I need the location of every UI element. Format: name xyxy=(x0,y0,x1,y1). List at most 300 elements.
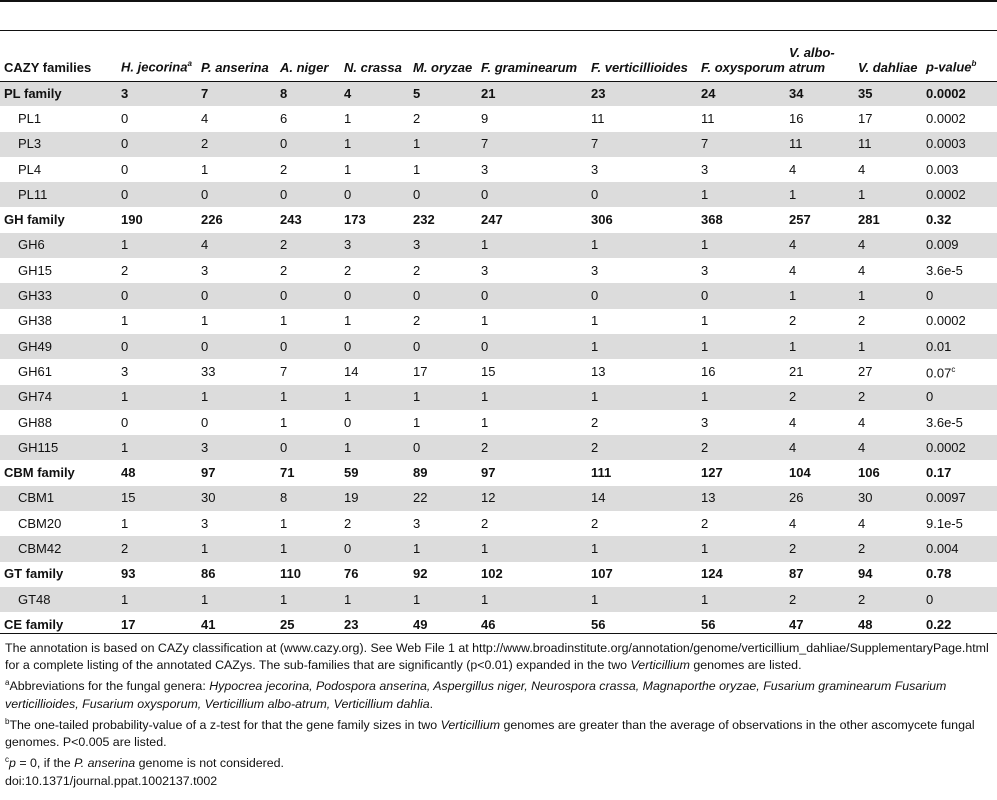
table-cell: 0.0002 xyxy=(926,110,966,126)
table-cell: 30 xyxy=(858,490,873,506)
table-cell: 34 xyxy=(789,85,804,101)
table-cell: 127 xyxy=(701,465,723,481)
table-cell: 0.78 xyxy=(926,566,952,582)
row-label: GH74 xyxy=(18,389,52,405)
table-cell: 2 xyxy=(858,540,866,556)
table-cell: 94 xyxy=(858,566,873,582)
table-cell: 1 xyxy=(591,540,599,556)
table-cell: 2 xyxy=(201,136,209,152)
subfamily-row xyxy=(0,536,997,561)
table-cell: 1 xyxy=(481,237,489,253)
table-cell: 3.6e-5 xyxy=(926,262,963,278)
row-label: GH33 xyxy=(18,288,52,304)
table-cell: 1 xyxy=(481,591,489,607)
table-cell: 59 xyxy=(344,465,359,481)
table-cell: 1 xyxy=(344,591,352,607)
column-header: V. albo-atrum xyxy=(789,44,835,75)
table-cell: 306 xyxy=(591,212,613,228)
table-cell: 1 xyxy=(413,591,421,607)
table-cell: 1 xyxy=(201,591,209,607)
table-cell: 4 xyxy=(789,237,797,253)
table-cell: 17 xyxy=(121,616,136,632)
subfamily-row xyxy=(0,132,997,157)
table-cell: 2 xyxy=(591,414,599,430)
table-cell: 0 xyxy=(280,338,288,354)
table-cell: 1 xyxy=(201,313,209,329)
row-label: PL4 xyxy=(18,161,42,177)
table-cell: 3 xyxy=(201,262,209,278)
table-cell: 243 xyxy=(280,212,302,228)
table-cell: 1 xyxy=(591,338,599,354)
table-cell: 0 xyxy=(121,136,129,152)
table-cell: 3 xyxy=(121,363,129,379)
table-cell: 11 xyxy=(591,110,605,126)
column-header: F. oxysporum xyxy=(701,59,785,75)
table-cell: 0 xyxy=(344,414,352,430)
subfamily-row xyxy=(0,385,997,410)
table-cell: 93 xyxy=(121,566,136,582)
table-cell: 1 xyxy=(121,389,129,405)
footnote-c: $^c$p = 0, if the P. anserina genome is not considered. xyxy=(5,755,284,771)
table-cell: 1 xyxy=(858,288,866,304)
table-bottom-rule xyxy=(0,633,997,634)
table-cell: 56 xyxy=(591,616,606,632)
table-cell: 24 xyxy=(701,85,716,101)
table-cell: 0 xyxy=(121,186,129,202)
subfamily-row xyxy=(0,309,997,334)
table-cell: 3 xyxy=(201,515,209,531)
table-cell: 0 xyxy=(591,288,599,304)
table-cell: 0 xyxy=(201,288,209,304)
table-cell: 2 xyxy=(701,439,709,455)
table-cell: 1 xyxy=(201,389,209,405)
row-label: CE family xyxy=(4,616,64,632)
table-cell: 2 xyxy=(789,540,797,556)
table-cell: 3 xyxy=(413,515,421,531)
table-cell: 4 xyxy=(201,110,209,126)
subfamily-row xyxy=(0,410,997,435)
table-cell: 1 xyxy=(121,439,129,455)
table-cell: 1 xyxy=(591,237,599,253)
table-cell: 23 xyxy=(591,85,606,101)
subfamily-row xyxy=(0,334,997,359)
table-cell: 0 xyxy=(926,389,934,405)
table-cell: 92 xyxy=(413,566,428,582)
table-cell: 1 xyxy=(280,389,288,405)
row-label: PL11 xyxy=(18,186,48,202)
table-cell: 0 xyxy=(926,288,934,304)
table-cell: 2 xyxy=(121,262,129,278)
table-cell: 21 xyxy=(481,85,496,101)
table-cell: 0 xyxy=(280,439,288,455)
table-cell: 2 xyxy=(858,591,866,607)
table-cell: 19 xyxy=(344,490,359,506)
table-cell: 1 xyxy=(481,313,489,329)
row-label: GH49 xyxy=(18,338,52,354)
table-cell: 14 xyxy=(591,490,606,506)
table-cell: 1 xyxy=(413,540,421,556)
table-cell: 2 xyxy=(789,389,797,405)
table-cell: 11 xyxy=(701,110,715,126)
column-header: P. anserina xyxy=(201,59,269,75)
table-cell: 3 xyxy=(591,262,599,278)
table-cell: 4 xyxy=(789,414,797,430)
table-cell: 0 xyxy=(413,186,421,202)
table-cell: 1 xyxy=(344,389,352,405)
table-cell: 0 xyxy=(926,591,934,607)
table-cell: 3 xyxy=(481,161,489,177)
table-cell: 22 xyxy=(413,490,428,506)
table-cell: 0 xyxy=(201,414,209,430)
row-label: GH61 xyxy=(18,363,52,379)
table-cell: 0 xyxy=(121,110,129,126)
row-label: GH88 xyxy=(18,414,52,430)
table-cell: 49 xyxy=(413,616,428,632)
table-cell: 1 xyxy=(789,338,797,354)
table-cell: 2 xyxy=(481,439,489,455)
column-header: N. crassa xyxy=(344,59,402,75)
table-cell: 1 xyxy=(481,414,489,430)
table-cell: 111 xyxy=(591,465,612,481)
column-header: p-value$^b$ xyxy=(926,59,977,75)
table-cell: 1 xyxy=(280,591,288,607)
table-cell: 17 xyxy=(413,363,428,379)
table-cell: 35 xyxy=(858,85,873,101)
table-cell: 257 xyxy=(789,212,811,228)
table-cell: 3 xyxy=(344,237,352,253)
table-cell: 4 xyxy=(858,161,866,177)
table-cell: 0.0002 xyxy=(926,186,966,202)
table-cell: 2 xyxy=(344,262,352,278)
table-cell: 1 xyxy=(280,414,288,430)
column-header: V. dahliae xyxy=(858,59,918,75)
table-cell: 2 xyxy=(591,439,599,455)
table-cell: 3 xyxy=(701,414,709,430)
top-rule xyxy=(0,0,997,2)
table-cell: 1 xyxy=(591,389,599,405)
table-cell: 26 xyxy=(789,490,804,506)
table-cell: 71 xyxy=(280,465,295,481)
table-cell: 1 xyxy=(701,237,709,253)
subfamily-row xyxy=(0,511,997,536)
row-label: CBM family xyxy=(4,465,75,481)
table-cell: 2 xyxy=(481,515,489,531)
table-cell: 0 xyxy=(201,186,209,202)
table-cell: 1 xyxy=(789,186,797,202)
table-header-row xyxy=(0,31,997,81)
table-cell: 1 xyxy=(280,313,288,329)
subfamily-row xyxy=(0,233,997,258)
table-cell: 0 xyxy=(591,186,599,202)
subfamily-row xyxy=(0,182,997,207)
table-cell: 4 xyxy=(789,439,797,455)
table-cell: 124 xyxy=(701,566,723,582)
table-cell: 15 xyxy=(481,363,496,379)
column-header: H. jecorina$^a$ xyxy=(121,59,192,75)
table-cell: 1 xyxy=(701,389,709,405)
table-cell: 2 xyxy=(789,591,797,607)
table-cell: 1 xyxy=(344,110,352,126)
table-cell: 107 xyxy=(591,566,613,582)
table-cell: 0 xyxy=(344,540,352,556)
table-cell: 110 xyxy=(280,566,301,582)
table-cell: 1 xyxy=(701,186,709,202)
table-cell: 16 xyxy=(789,110,804,126)
table-cell: 0 xyxy=(701,288,709,304)
row-label: GH38 xyxy=(18,313,52,329)
table-cell: 6 xyxy=(280,110,288,126)
table-cell: 0 xyxy=(121,161,129,177)
subfamily-row xyxy=(0,283,997,308)
table-cell: 4 xyxy=(858,414,866,430)
subfamily-row xyxy=(0,258,997,283)
footnote-general: The annotation is based on CAZy classification at (www.cazy.org). See Web File 1 at http://www.broadinstitute.org/annotation/genome/verticillium_dahliae/SupplementaryPage.html for a complete listing of the annotated CAZys. The sub-families that are significantly (p<0.01) expanded in the two Verticillium genomes are listed. xyxy=(5,641,989,673)
table-cell: 30 xyxy=(201,490,216,506)
table-cell: 48 xyxy=(858,616,873,632)
table-cell: 1 xyxy=(413,389,421,405)
table-cell: 4 xyxy=(858,439,866,455)
table-cell: 0.009 xyxy=(926,237,959,253)
table-cell: 0 xyxy=(413,439,421,455)
table-cell: 56 xyxy=(701,616,716,632)
table-cell: 41 xyxy=(201,616,216,632)
table-cell: 2 xyxy=(858,313,866,329)
table-cell: 0.003 xyxy=(926,161,959,177)
table-cell: 0.01 xyxy=(926,338,952,354)
table-cell: 1 xyxy=(701,338,709,354)
table-cell: 11 xyxy=(858,136,872,152)
table-cell: 3 xyxy=(701,161,709,177)
row-label: GT48 xyxy=(18,591,51,607)
table-cell: 0 xyxy=(344,186,352,202)
table-cell: 106 xyxy=(858,465,880,481)
table-cell: 7 xyxy=(481,136,489,152)
table-cell: 2 xyxy=(413,313,421,329)
subfamily-row xyxy=(0,106,997,131)
subfamily-row xyxy=(0,359,997,384)
table-cell: 97 xyxy=(201,465,216,481)
table-cell: 13 xyxy=(591,363,606,379)
footnote-b: $^b$The one-tailed probability-value of a z-test for that the gene family sizes in two Verticillium genomes are greater than the average of observations in the other ascomycete fungal genomes. P<0.005 are listed. xyxy=(5,716,975,750)
table-cell: 1 xyxy=(481,540,489,556)
row-label: PL1 xyxy=(18,110,42,126)
table-cell: 3 xyxy=(413,237,421,253)
table-cell: 1 xyxy=(280,515,288,531)
table-cell: 21 xyxy=(789,363,804,379)
column-header: CAZY families xyxy=(4,59,92,75)
table-cell: 7 xyxy=(591,136,599,152)
table-cell: 16 xyxy=(701,363,716,379)
family-row xyxy=(0,460,997,485)
subfamily-row xyxy=(0,435,997,460)
table-cell: 1 xyxy=(858,338,866,354)
table-cell: 15 xyxy=(121,490,136,506)
table-cell: 89 xyxy=(413,465,428,481)
row-label: GH family xyxy=(4,212,65,228)
table-cell: 2 xyxy=(413,110,421,126)
table-cell: 1 xyxy=(121,515,129,531)
table-cell: 4 xyxy=(201,237,209,253)
table-cell: 1 xyxy=(481,389,489,405)
table-cell: 1 xyxy=(701,313,709,329)
table-cell: 102 xyxy=(481,566,503,582)
table-cell: 1 xyxy=(201,161,209,177)
table-cell: 226 xyxy=(201,212,223,228)
column-header: A. niger xyxy=(280,59,329,75)
row-label: GH15 xyxy=(18,262,52,278)
table-cell: 0.0002 xyxy=(926,85,966,101)
cazy-table xyxy=(0,31,997,638)
column-header: F. graminearum xyxy=(481,59,578,75)
table-cell: 3 xyxy=(591,161,599,177)
table-cell: 2 xyxy=(413,262,421,278)
table-cell: 0.22 xyxy=(926,616,952,632)
table-cell: 12 xyxy=(481,490,496,506)
table-cell: 0 xyxy=(413,338,421,354)
table-cell: 0 xyxy=(280,136,288,152)
table-cell: 104 xyxy=(789,465,811,481)
table-cell: 7 xyxy=(701,136,709,152)
table-cell: 1 xyxy=(858,186,866,202)
table-cell: 4 xyxy=(789,262,797,278)
table-cell: 173 xyxy=(344,212,366,228)
table-cell: 86 xyxy=(201,566,216,582)
table-cell: 9.1e-5 xyxy=(926,515,963,531)
table-cell: 1 xyxy=(413,161,421,177)
table-cell: 1 xyxy=(701,591,709,607)
table-cell: 47 xyxy=(789,616,804,632)
table-cell: 4 xyxy=(858,515,866,531)
row-label: CBM20 xyxy=(18,515,62,531)
table-cell: 1 xyxy=(344,136,352,152)
table-cell: 33 xyxy=(201,363,216,379)
table-cell: 3.6e-5 xyxy=(926,414,963,430)
table-cell: 368 xyxy=(701,212,723,228)
table-cell: 14 xyxy=(344,363,359,379)
table-cell: 2 xyxy=(121,540,129,556)
table-cell: 3 xyxy=(481,262,489,278)
table-cell: 0.17 xyxy=(926,465,952,481)
table-cell: 23 xyxy=(344,616,359,632)
row-label: CBM1 xyxy=(18,490,55,506)
table-cell: 0 xyxy=(344,288,352,304)
table-cell: 4 xyxy=(344,85,352,101)
table-cell: 0 xyxy=(201,338,209,354)
table-cell: 2 xyxy=(344,515,352,531)
doi-line: doi:10.1371/journal.ppat.1002137.t002 xyxy=(5,773,218,788)
table-cell: 87 xyxy=(789,566,804,582)
table-cell: 0 xyxy=(481,288,489,304)
table-cell: 0.0097 xyxy=(926,490,966,506)
table-cell: 17 xyxy=(858,110,873,126)
table-cell: 0.004 xyxy=(926,540,959,556)
table-cell: 0 xyxy=(280,288,288,304)
table-cell: 27 xyxy=(858,363,873,379)
table-cell: 7 xyxy=(280,363,288,379)
table-cell: 0.0002 xyxy=(926,313,966,329)
table-cell: 2 xyxy=(701,515,709,531)
subfamily-row xyxy=(0,157,997,182)
table-cell: 0 xyxy=(481,338,489,354)
subfamily-row xyxy=(0,587,997,612)
table-cell: 1 xyxy=(344,439,352,455)
table-cell: 1 xyxy=(413,136,421,152)
table-cell: 9 xyxy=(481,110,489,126)
table-cell: 97 xyxy=(481,465,496,481)
table-cell: 0 xyxy=(121,288,129,304)
table-cell: 0.0002 xyxy=(926,439,966,455)
table-cell: 1 xyxy=(121,591,129,607)
family-row xyxy=(0,81,997,106)
table-cell: 3 xyxy=(701,262,709,278)
table-cell: 8 xyxy=(280,85,288,101)
table-cell: 4 xyxy=(858,262,866,278)
table-cell: 1 xyxy=(280,540,288,556)
table-cell: 0 xyxy=(280,186,288,202)
table-cell: 0 xyxy=(121,338,129,354)
row-label: GH115 xyxy=(18,439,59,455)
table-footnotes xyxy=(5,640,995,790)
table-cell: 1 xyxy=(344,313,352,329)
table-cell: 1 xyxy=(344,161,352,177)
table-cell: 1 xyxy=(591,313,599,329)
row-label: GH6 xyxy=(18,237,45,253)
table-cell: 190 xyxy=(121,212,143,228)
table-cell: 2 xyxy=(858,389,866,405)
family-row xyxy=(0,562,997,587)
table-cell: 8 xyxy=(280,490,288,506)
table-cell: 0 xyxy=(413,288,421,304)
table-cell: 1 xyxy=(701,540,709,556)
table-cell: 2 xyxy=(280,262,288,278)
row-label: PL3 xyxy=(18,136,42,152)
table-cell: 0.07$^c$ xyxy=(926,365,956,381)
table-cell: 3 xyxy=(201,439,209,455)
table-cell: 281 xyxy=(858,212,880,228)
table-cell: 11 xyxy=(789,136,803,152)
table-cell: 25 xyxy=(280,616,295,632)
table-cell: 1 xyxy=(413,414,421,430)
table-cell: 2 xyxy=(591,515,599,531)
table-cell: 0 xyxy=(121,414,129,430)
column-header: M. oryzae xyxy=(413,59,473,75)
table-cell: 232 xyxy=(413,212,435,228)
table-cell: 0.0003 xyxy=(926,136,966,152)
table-cell: 4 xyxy=(858,237,866,253)
footnote-a: $^a$Abbreviations for the fungal genera: Hypocrea jecorina, Podospora anserina, Aspergillus niger, Neurospora crassa, Magnaporthe oryzae, Fusarium graminearum Fusarium verticillioides, Fusarium oxysporum, Verticillium albo-atrum, Verticillium dahlia. xyxy=(5,678,947,711)
table-cell: 0 xyxy=(481,186,489,202)
table-cell: 13 xyxy=(701,490,716,506)
table-cell: 5 xyxy=(413,85,421,101)
table-cell: 1 xyxy=(591,591,599,607)
table-cell: 2 xyxy=(789,313,797,329)
table-cell: 1 xyxy=(121,313,129,329)
table-cell: 4 xyxy=(789,161,797,177)
table-cell: 3 xyxy=(121,85,129,101)
table-cell: 48 xyxy=(121,465,136,481)
table-cell: 4 xyxy=(789,515,797,531)
table-cell: 2 xyxy=(280,161,288,177)
table-cell: 1 xyxy=(121,237,129,253)
table-cell: 7 xyxy=(201,85,209,101)
table-cell: 0.32 xyxy=(926,212,952,228)
table-cell: 247 xyxy=(481,212,503,228)
table-cell: 1 xyxy=(789,288,797,304)
table-cell: 76 xyxy=(344,566,359,582)
subfamily-row xyxy=(0,486,997,511)
table-cell: 1 xyxy=(201,540,209,556)
row-label: CBM42 xyxy=(18,540,62,556)
